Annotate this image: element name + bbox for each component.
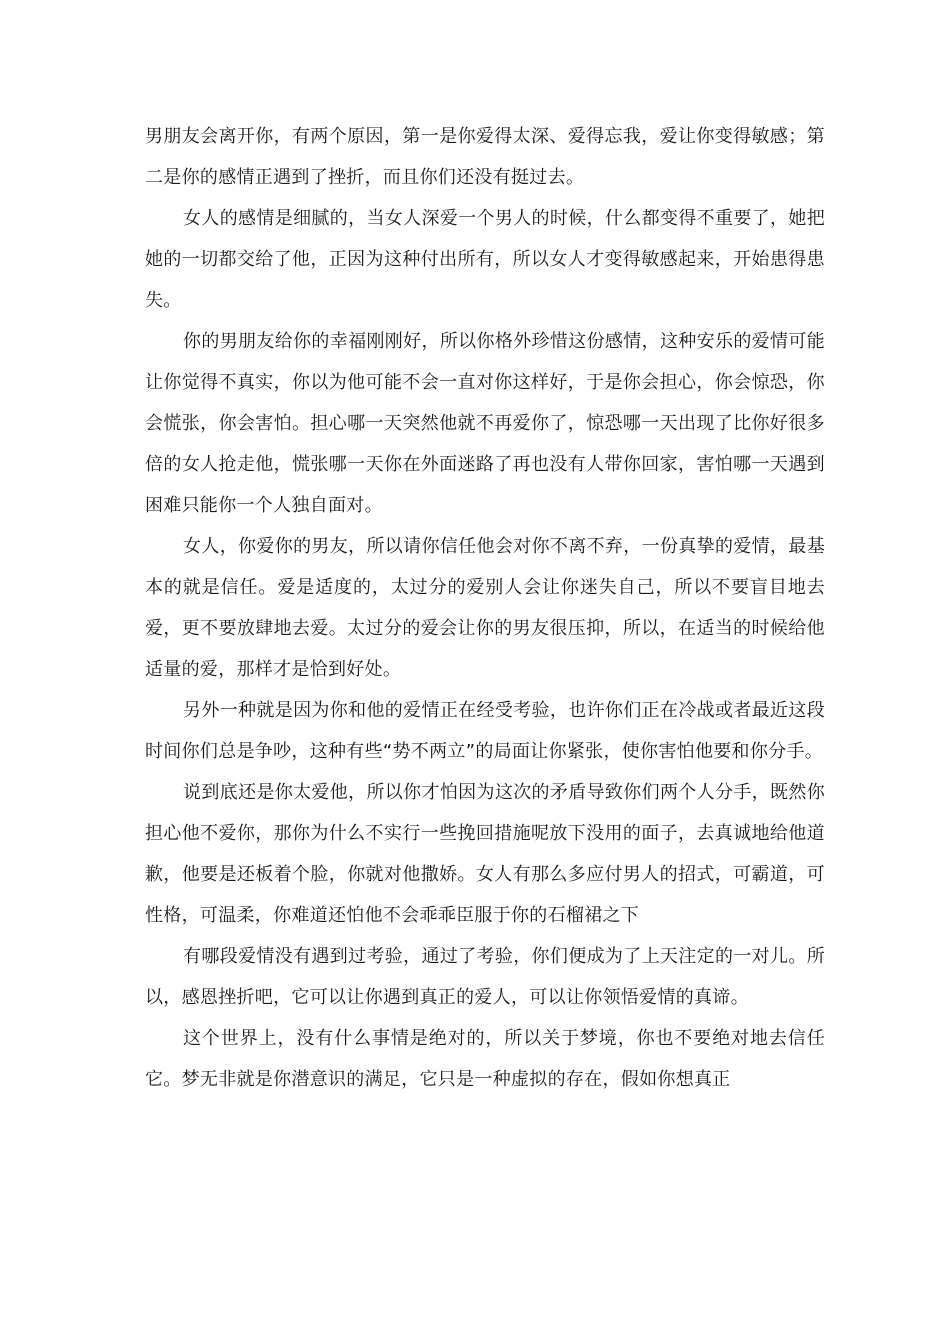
paragraph-4: 女人，你爱你的男友，所以请你信任他会对你不离不弃，一份真挚的爱情，最基本的就是信任。爱是适度的，太过分的爱别人会让你迷失自己，所以不要盲目地去爱，更不要放肆地去爱。太过分的爱会让你的男友很压抑，所以，在适当的时候给他适量的爱，那样才是恰到好处。 [145, 536, 825, 680]
paragraph-6: 说到底还是你太爱他，所以你才怕因为这次的矛盾导致你们两个人分手，既然你担心他不爱你，那你为什么不实行一些挽回措施呢放下没用的面子，去真诚地给他道歉，他要是还板着个脸，你就对他撒娇。女人有那么多应付男人的招式，可霸道，可性格，可温柔，你难道还怕他不会乖乖臣服于你的石榴裙之下 [145, 782, 825, 926]
paragraph-3: 你的男朋友给你的幸福刚刚好，所以你格外珍惜这份感情，这种安乐的爱情可能让你觉得不真实，你以为他可能不会一直对你这样好，于是你会担心，你会惊恐，你会慌张，你会害怕。担心哪一天突然他就不再爱你了，惊恐哪一天出现了比你好很多倍的女人抢走他，慌张哪一天你在外面迷路了再也没有人带你回家，害怕哪一天遇到困难只能你一个人独自面对。 [145, 331, 825, 516]
paragraph-1: 男朋友会离开你，有两个原因，第一是你爱得太深、爱得忘我，爱让你变得敏感；第二是你的感情正遇到了挫折，而且你们还没有挺过去。 [145, 126, 825, 188]
body-text [145, 116, 825, 1100]
paragraph-2: 女人的感情是细腻的，当女人深爱一个男人的时候，什么都变得不重要了，她把她的一切都交给了他，正因为这种付出所有，所以女人才变得敏感起来，开始患得患失。 [145, 208, 825, 311]
paragraph-5: 另外一种就是因为你和他的爱情正在经受考验，也许你们正在冷战或者最近这段时间你们总是争吵，这种有些“势不两立”的局面让你紧张，使你害怕他要和你分手。 [145, 700, 825, 762]
paragraph-8: 这个世界上，没有什么事情是绝对的，所以关于梦境，你也不要绝对地去信任它。梦无非就是你潜意识的满足，它只是一种虚拟的存在，假如你想真正 [145, 1028, 825, 1090]
paragraph-7: 有哪段爱情没有遇到过考验，通过了考验，你们便成为了上天注定的一对儿。所以，感恩挫折吧，它可以让你遇到真正的爱人，可以让你领悟爱情的真谛。 [145, 946, 825, 1008]
